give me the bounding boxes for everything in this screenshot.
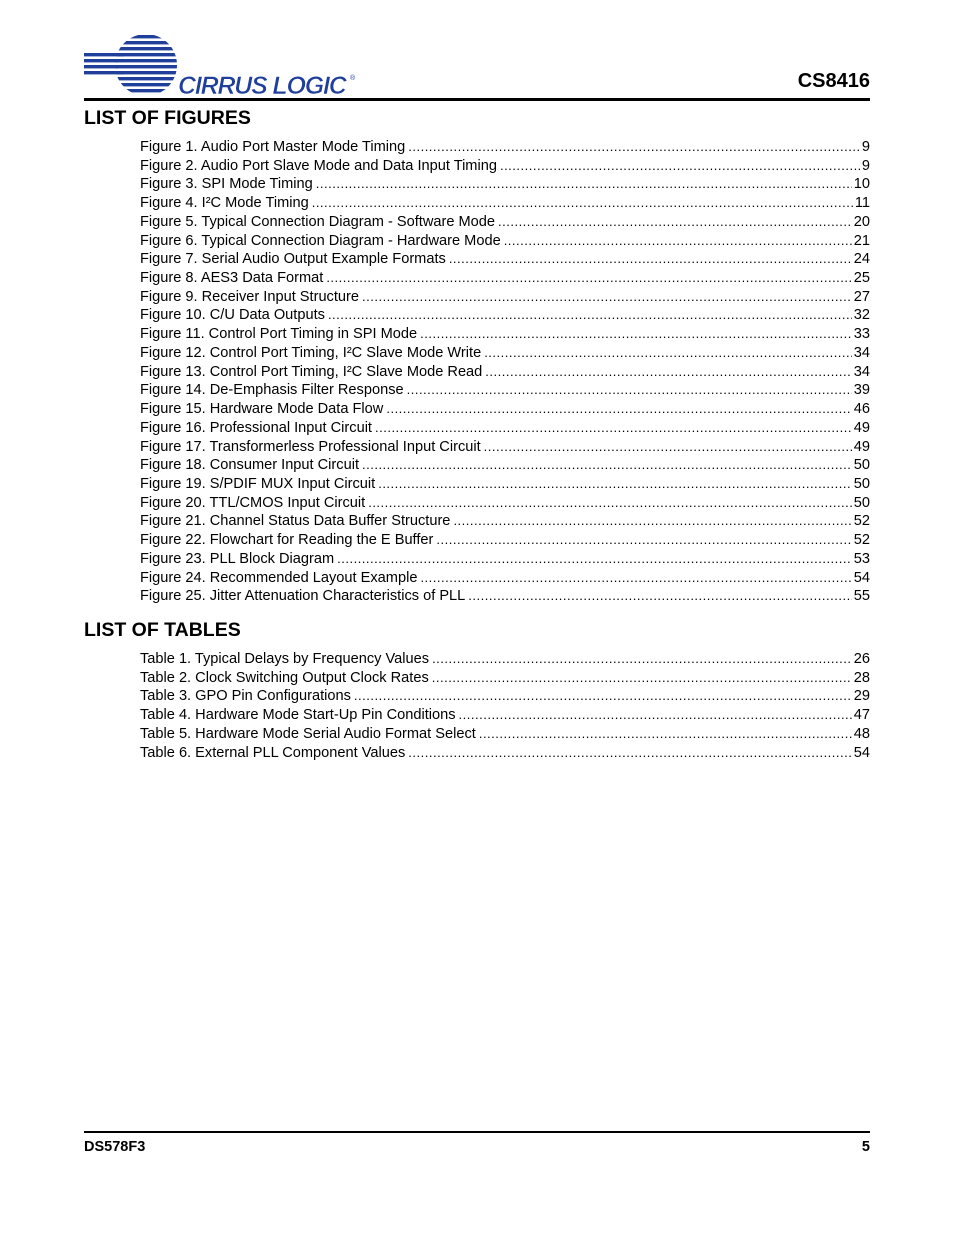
cirrus-logic-logo	[84, 34, 364, 96]
toc-entry-title: Table 5. Hardware Mode Serial Audio Format Select	[140, 725, 476, 742]
toc-dot-leader	[408, 744, 851, 763]
toc-entry-title: Figure 16. Professional Input Circuit	[140, 419, 372, 436]
toc-entry-title: Figure 13. Control Port Timing, I²C Slave Mode Read	[140, 363, 483, 380]
toc-page-number: 20	[853, 213, 870, 230]
figure-toc-entry[interactable]	[140, 138, 870, 157]
footer-doc-id: DS578F3	[84, 1139, 146, 1155]
toc-entry-title: Figure 21. Channel Status Data Buffer Structure	[140, 513, 451, 530]
toc-entry-title: Figure 22. Flowchart for Reading the E Buffer	[140, 532, 434, 549]
registered-mark-icon: ®	[350, 75, 356, 82]
toc-entry-title: Figure 1. Audio Port Master Mode Timing	[140, 139, 406, 155]
toc-entry-title: Figure 4. I²C Mode Timing	[140, 195, 309, 212]
header-rule	[84, 98, 870, 101]
toc-page-number: 48	[853, 725, 870, 742]
toc-page-number: 9	[861, 157, 870, 174]
toc-entry-title: Figure 12. Control Port Timing, I²C Slave Mode Write	[140, 344, 482, 361]
figure-toc-entry[interactable]	[140, 213, 870, 232]
toc-dot-leader	[484, 438, 852, 457]
footer-rule	[84, 1131, 870, 1133]
toc-dot-leader	[337, 550, 852, 569]
toc-entry-title: Figure 23. PLL Block Diagram	[140, 550, 335, 567]
toc-page-number: 54	[853, 569, 870, 586]
toc-dot-leader	[386, 400, 851, 419]
toc-page-number: 33	[853, 326, 870, 343]
toc-page-number: 50	[853, 457, 870, 474]
toc-dot-leader	[504, 232, 852, 251]
toc-entry-title: Table 2. Clock Switching Output Clock Rates	[140, 669, 429, 686]
toc-dot-leader	[484, 344, 852, 363]
figure-toc-entry[interactable]	[140, 306, 870, 325]
figure-toc-entry[interactable]	[140, 363, 870, 382]
page-header	[84, 30, 870, 102]
toc-entry-title: Figure 20. TTL/CMOS Input Circuit	[140, 494, 366, 511]
figure-toc-entry[interactable]	[140, 494, 870, 513]
toc-entry-title: Table 4. Hardware Mode Start-Up Pin Conditions	[140, 707, 456, 724]
toc-dot-leader	[354, 687, 852, 706]
toc-dot-leader	[498, 213, 852, 232]
toc-dot-leader	[479, 725, 852, 744]
toc-dot-leader	[326, 269, 851, 288]
toc-page-number: 55	[853, 588, 870, 605]
figure-toc-entry[interactable]	[140, 419, 870, 438]
toc-page-number: 54	[853, 744, 870, 761]
list-of-figures	[140, 138, 870, 606]
toc-entry-title: Figure 3. SPI Mode Timing	[140, 176, 313, 193]
toc-page-number: 21	[853, 232, 870, 249]
figure-toc-entry[interactable]	[140, 438, 870, 457]
toc-page-number: 46	[853, 401, 870, 418]
figure-toc-entry[interactable]	[140, 587, 870, 606]
toc-page-number: 39	[853, 382, 870, 399]
toc-entry-title: Figure 14. De-Emphasis Filter Response	[140, 382, 404, 399]
figure-toc-entry[interactable]	[140, 157, 870, 176]
toc-page-number: 50	[853, 494, 870, 511]
table-toc-entry[interactable]	[140, 650, 870, 669]
toc-entry-title: Table 6. External PLL Component Values	[140, 744, 406, 761]
toc-entry-title: Figure 11. Control Port Timing in SPI Mode	[140, 326, 418, 343]
footer-page-number: 5	[861, 1139, 870, 1155]
table-toc-entry[interactable]	[140, 687, 870, 706]
toc-entry-title: Figure 8. AES3 Data Format	[140, 270, 324, 287]
toc-page-number: 28	[853, 669, 870, 686]
toc-dot-leader	[449, 250, 852, 269]
figure-toc-entry[interactable]	[140, 232, 870, 251]
toc-page-number: 52	[853, 513, 870, 530]
toc-page-number: 50	[853, 475, 870, 492]
toc-entry-title: Figure 25. Jitter Attenuation Characteristics of PLL	[140, 588, 466, 605]
figure-toc-entry[interactable]	[140, 531, 870, 550]
toc-entry-title: Table 3. GPO Pin Configurations	[140, 688, 351, 705]
toc-dot-leader	[378, 475, 852, 494]
toc-entry-title: Figure 24. Recommended Layout Example	[140, 569, 418, 586]
toc-dot-leader	[362, 288, 852, 307]
toc-page-number: 34	[853, 344, 870, 361]
toc-entry-title: Figure 10. C/U Data Outputs	[140, 307, 325, 324]
toc-dot-leader	[468, 587, 851, 606]
table-toc-entry[interactable]	[140, 706, 870, 725]
toc-dot-leader	[453, 512, 851, 531]
figure-toc-entry[interactable]	[140, 512, 870, 531]
toc-entry-title: Figure 5. Typical Connection Diagram - Software Mode	[140, 213, 496, 230]
figure-toc-entry[interactable]	[140, 400, 870, 419]
toc-entry-title: Figure 18. Consumer Input Circuit	[140, 457, 359, 474]
toc-dot-leader	[459, 706, 852, 725]
list-of-tables-title: LIST OF TABLES	[84, 619, 241, 641]
figure-toc-entry[interactable]	[140, 456, 870, 475]
toc-page-number: 25	[853, 270, 870, 287]
toc-page-number: 9	[861, 139, 870, 155]
figure-toc-entry[interactable]	[140, 269, 870, 288]
figure-toc-entry[interactable]	[140, 475, 870, 494]
figure-toc-entry[interactable]	[140, 194, 870, 213]
figure-toc-entry[interactable]	[140, 250, 870, 269]
toc-dot-leader	[328, 306, 852, 325]
toc-dot-leader	[407, 381, 852, 400]
table-toc-entry[interactable]	[140, 744, 870, 763]
figure-toc-entry[interactable]	[140, 381, 870, 400]
toc-dot-leader	[500, 157, 860, 176]
toc-dot-leader	[420, 569, 851, 588]
figure-toc-entry[interactable]	[140, 175, 870, 194]
toc-dot-leader	[432, 669, 852, 688]
toc-page-number: 53	[853, 550, 870, 567]
toc-page-number: 24	[853, 251, 870, 268]
toc-page-number: 52	[853, 532, 870, 549]
toc-entry-title: Figure 7. Serial Audio Output Example Formats	[140, 251, 446, 268]
toc-dot-leader	[362, 456, 852, 475]
toc-dot-leader	[436, 531, 851, 550]
toc-page-number: 26	[853, 651, 870, 667]
toc-page-number: 34	[853, 363, 870, 380]
toc-page-number: 27	[853, 288, 870, 305]
logo-brand-text: CIRRUS LOGIC	[178, 72, 346, 96]
toc-dot-leader	[316, 175, 852, 194]
toc-dot-leader	[432, 650, 852, 669]
toc-dot-leader	[420, 325, 852, 344]
toc-page-number: 49	[853, 438, 870, 455]
toc-entry-title: Figure 15. Hardware Mode Data Flow	[140, 401, 384, 418]
figure-toc-entry[interactable]	[140, 550, 870, 569]
figure-toc-entry[interactable]	[140, 569, 870, 588]
toc-dot-leader	[408, 138, 860, 157]
figure-toc-entry[interactable]	[140, 325, 870, 344]
list-of-tables	[140, 650, 870, 762]
toc-entry-title: Figure 19. S/PDIF MUX Input Circuit	[140, 475, 376, 492]
toc-page-number: 11	[854, 195, 870, 212]
toc-page-number: 49	[853, 419, 870, 436]
figure-toc-entry[interactable]	[140, 344, 870, 363]
toc-page-number: 29	[853, 688, 870, 705]
toc-page-number: 47	[853, 707, 870, 724]
toc-dot-leader	[368, 494, 852, 513]
toc-page-number: 10	[853, 176, 870, 193]
toc-entry-title: Figure 9. Receiver Input Structure	[140, 288, 360, 305]
table-toc-entry[interactable]	[140, 669, 870, 688]
toc-entry-title: Figure 17. Transformerless Professional Input Circuit	[140, 438, 481, 455]
list-of-figures-title: LIST OF FIGURES	[84, 107, 251, 129]
toc-page-number: 32	[853, 307, 870, 324]
table-toc-entry[interactable]	[140, 725, 870, 744]
cirrus-logic-logo-icon	[84, 34, 364, 96]
toc-dot-leader	[375, 419, 852, 438]
document-code: CS8416	[797, 70, 870, 92]
toc-entry-title: Figure 6. Typical Connection Diagram - Hardware Mode	[140, 232, 501, 249]
toc-dot-leader	[485, 363, 851, 382]
toc-entry-title: Table 1. Typical Delays by Frequency Values	[140, 651, 430, 667]
toc-entry-title: Figure 2. Audio Port Slave Mode and Data Input Timing	[140, 157, 497, 174]
toc-dot-leader	[312, 194, 853, 213]
figure-toc-entry[interactable]	[140, 288, 870, 307]
